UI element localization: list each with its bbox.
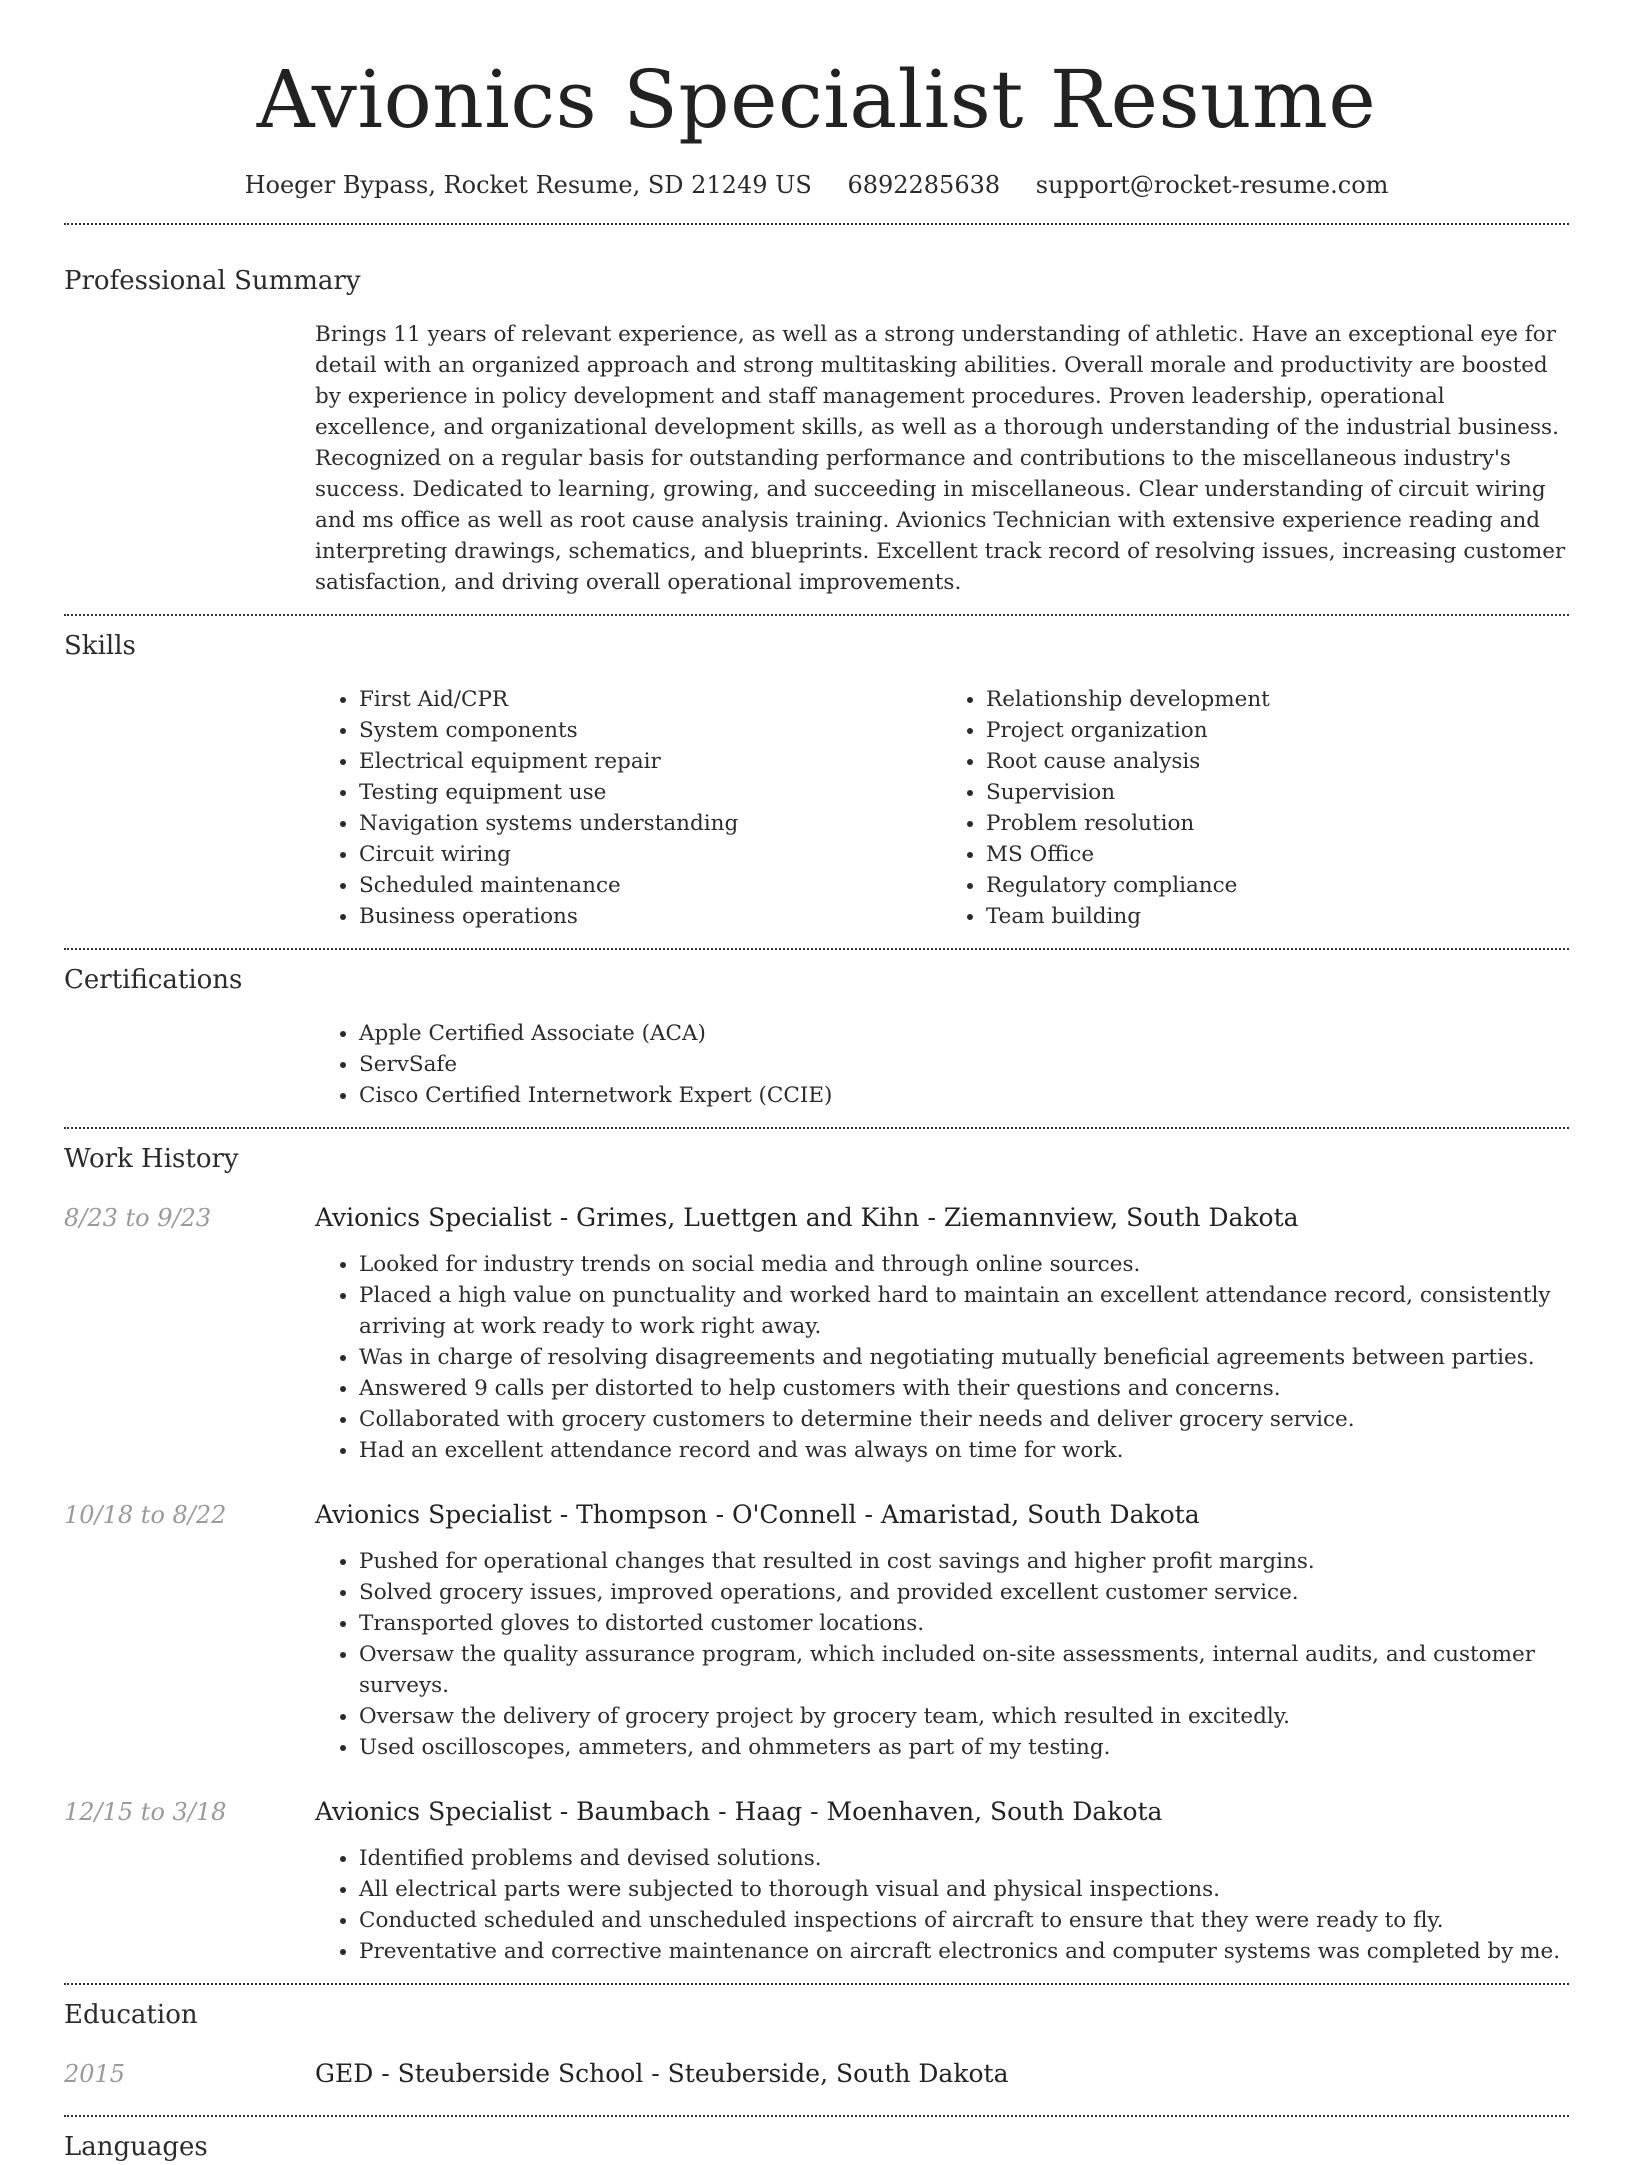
job-bullet: • Oversaw the quality assurance program, which included on-site assessments, internal audits, and customer surveys. <box>359 1639 1569 1701</box>
job-bullet: • Was in charge of resolving disagreements and negotiating mutually beneficial agreements between parties. <box>359 1342 1569 1373</box>
job-bullet: • Solved grocery issues, improved operations, and provided excellent customer service. <box>359 1577 1569 1608</box>
skill-item: • First Aid/CPR <box>359 684 942 715</box>
education-section <box>64 1997 1569 2091</box>
certifications-section <box>64 962 1569 1111</box>
resume-page <box>64 0 1569 2165</box>
job-bullets <box>315 1843 1569 1967</box>
job-bullet: • Placed a high value on punctuality and worked hard to maintain an excellent attendance record, consistently arriving at work ready to work right away. <box>359 1280 1569 1342</box>
summary-text: Brings 11 years of relevant experience, as well as a strong understanding of athletic. Have an exceptional eye for detail with an organized approach and strong multitasking abilities. Overall morale and productivity are boosted by experience in policy development and staff management procedures. Proven leadership, operational excellence, and organizational development skills, as well as a thorough understanding of the industrial business. Recognized on a regular basis for outstanding performance and contributions to the miscellaneous industry's success. Dedicated to learning, growing, and succeeding in miscellaneous. Clear understanding of circuit wiring and ms office as well as root cause analysis training. Avionics Technician with extensive experience reading and interpreting drawings, schematics, and blueprints. Excellent track record of resolving issues, increasing customer satisfaction, and driving overall operational improvements. <box>315 322 1566 595</box>
job-entry <box>64 1201 1569 1466</box>
skill-item: • Testing equipment use <box>359 777 942 808</box>
job-entry <box>64 1795 1569 1967</box>
skill-item: • Scheduled maintenance <box>359 870 942 901</box>
job-dates: 8/23 to 9/23 <box>64 1204 212 1232</box>
education-title: GED - Steuberside School - Steuberside, South Dakota <box>315 2059 1009 2088</box>
section-divider <box>64 1127 1569 1129</box>
job-bullets <box>315 1546 1569 1763</box>
job-dates: 10/18 to 8/22 <box>64 1501 227 1529</box>
skills-section <box>64 628 1569 932</box>
resume-title: Avionics Specialist Resume <box>256 53 1377 146</box>
contact-phone: 6892285638 <box>847 171 1001 199</box>
skill-item: • Relationship development <box>986 684 1569 715</box>
job-bullet: • Used oscilloscopes, ammeters, and ohmmeters as part of my testing. <box>359 1732 1569 1763</box>
section-divider <box>64 1983 1569 1985</box>
skills-list-left <box>315 684 942 932</box>
skill-item: • Navigation systems understanding <box>359 808 942 839</box>
skill-item: • Project organization <box>986 715 1569 746</box>
job-title: Avionics Specialist - Grimes, Luettgen and Kihn - Ziemannview, South Dakota <box>315 1203 1299 1232</box>
job-title: Avionics Specialist - Baumbach - Haag - Moenhaven, South Dakota <box>315 1797 1163 1826</box>
contact-address: Hoeger Bypass, Rocket Resume, SD 21249 US <box>244 171 812 199</box>
contact-email: support@rocket-resume.com <box>1035 171 1389 199</box>
languages-section <box>64 2129 1569 2165</box>
certification-item: • ServSafe <box>359 1049 1569 1080</box>
education-entry <box>64 2057 1569 2091</box>
certifications-heading: Certifications <box>64 965 243 995</box>
skill-item: • Electrical equipment repair <box>359 746 942 777</box>
summary-section <box>64 263 1569 598</box>
job-bullet: • Pushed for operational changes that resulted in cost savings and higher profit margins. <box>359 1546 1569 1577</box>
job-bullets <box>315 1249 1569 1466</box>
work-history-heading: Work History <box>64 1144 239 1174</box>
work-history-section <box>64 1141 1569 1967</box>
section-divider <box>64 614 1569 616</box>
languages-heading: Languages <box>64 2132 208 2162</box>
summary-heading: Professional Summary <box>64 266 361 296</box>
skill-item: • Business operations <box>359 901 942 932</box>
job-bullet: • Transported gloves to distorted customer locations. <box>359 1608 1569 1639</box>
contact-line <box>64 168 1569 202</box>
skill-item: • Problem resolution <box>986 808 1569 839</box>
job-bullet: • Conducted scheduled and unscheduled inspections of aircraft to ensure that they were ready to fly. <box>359 1905 1569 1936</box>
section-divider <box>64 2115 1569 2117</box>
skill-item: • System components <box>359 715 942 746</box>
certification-item: • Apple Certified Associate (ACA) <box>359 1018 1569 1049</box>
skill-item: • Circuit wiring <box>359 839 942 870</box>
job-bullet: • Collaborated with grocery customers to determine their needs and deliver grocery service. <box>359 1404 1569 1435</box>
job-bullet: • Looked for industry trends on social media and through online sources. <box>359 1249 1569 1280</box>
job-bullet: • Had an excellent attendance record and was always on time for work. <box>359 1435 1569 1466</box>
skill-item: • Root cause analysis <box>986 746 1569 777</box>
skill-item: • MS Office <box>986 839 1569 870</box>
skills-list-right <box>942 684 1569 932</box>
section-divider <box>64 223 1569 225</box>
certifications-list <box>315 1018 1569 1111</box>
certification-item: • Cisco Certified Internetwork Expert (CCIE) <box>359 1080 1569 1111</box>
job-bullet: • Preventative and corrective maintenance on aircraft electronics and computer systems was completed by me. <box>359 1936 1569 1967</box>
job-bullet: • Oversaw the delivery of grocery project by grocery team, which resulted in excitedly. <box>359 1701 1569 1732</box>
job-bullet: • All electrical parts were subjected to thorough visual and physical inspections. <box>359 1874 1569 1905</box>
skill-item: • Supervision <box>986 777 1569 808</box>
job-bullet: • Answered 9 calls per distorted to help customers with their questions and concerns. <box>359 1373 1569 1404</box>
education-year: 2015 <box>64 2060 126 2088</box>
skill-item: • Regulatory compliance <box>986 870 1569 901</box>
job-dates: 12/15 to 3/18 <box>64 1798 227 1826</box>
skills-heading: Skills <box>64 631 136 661</box>
section-divider <box>64 948 1569 950</box>
job-bullet: • Identified problems and devised solutions. <box>359 1843 1569 1874</box>
education-heading: Education <box>64 2000 198 2030</box>
job-title: Avionics Specialist - Thompson - O'Connell - Amaristad, South Dakota <box>315 1500 1200 1529</box>
job-entry <box>64 1498 1569 1763</box>
skill-item: • Team building <box>986 901 1569 932</box>
